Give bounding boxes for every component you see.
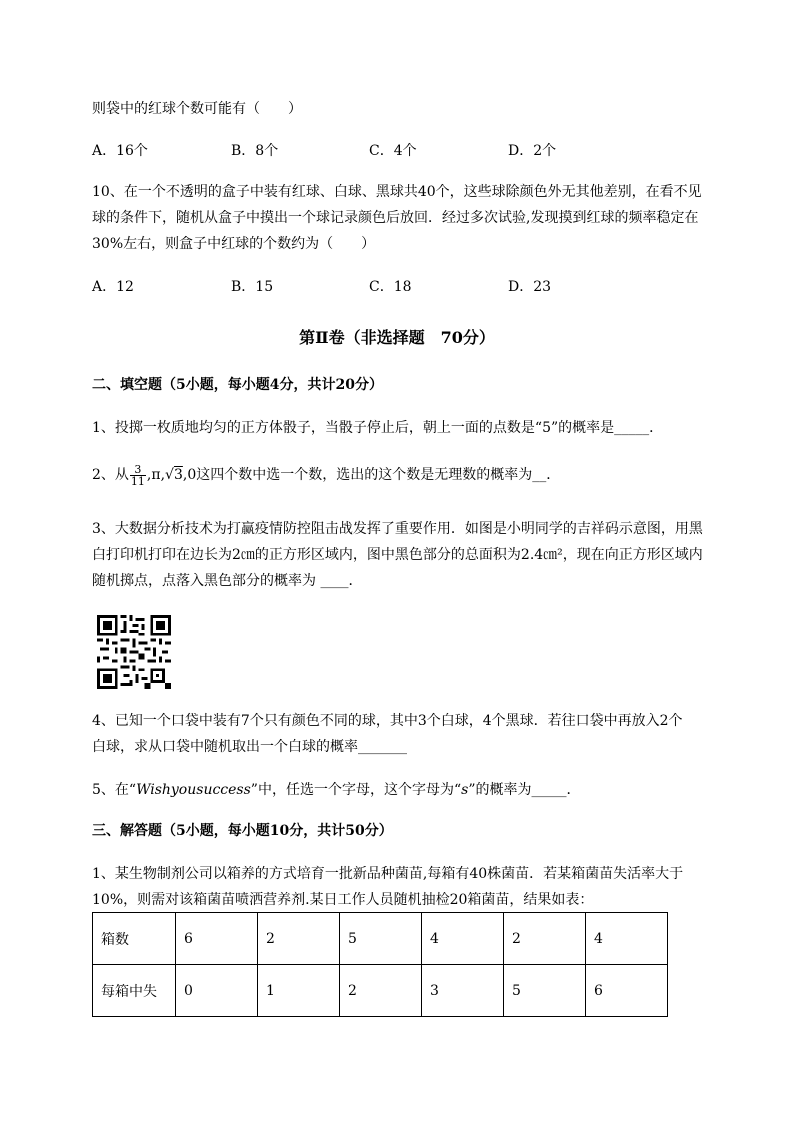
table-cell: 2 (258, 913, 340, 965)
fraction-denominator: 11 (130, 474, 145, 488)
s2-q5-suffix: ”的概率为_____． (468, 782, 581, 798)
s2-q5-word: Wishyousuccess (136, 782, 251, 798)
q10-option-b: B．15 (231, 279, 274, 295)
q10-line2: 球的条件下，随机从盒子中摸出一个球记录颜色后放回．经过多次试验,发现摸到红球的频率稳定在 (92, 210, 699, 226)
section3-heading: 三、解答题（5小题，每小题10分，共计50分） (92, 823, 393, 839)
s2-q4-line2: 白球，求从口袋中随机取出一个白球的概率_______ (92, 739, 407, 755)
q10-option-c: C．18 (369, 279, 412, 295)
table-cell: 1 (258, 965, 340, 1017)
q9-tail: 则袋中的红球个数可能有（ ） (92, 101, 302, 117)
table-cell: 6 (176, 913, 258, 965)
table-cell: 5 (340, 913, 422, 965)
fraction-numerator: 3 (130, 464, 146, 476)
sqrt-symbol: √ (165, 467, 174, 483)
s3-q1-line2: 10%，则需对该箱菌苗喷洒营养剂.某日工作人员随机抽检20箱菌苗，结果如表： (92, 892, 594, 908)
s2-q5-prefix: 5、在“ (92, 782, 137, 798)
s3-q1-line1: 1、某生物制剂公司以箱养的方式培育一批新品种菌苗,每箱有40株菌苗．若某箱菌苗失活率大于 (92, 866, 684, 882)
section2-heading: 二、填空题（5小题，每小题4分，共计20分） (92, 377, 383, 393)
table-cell: 2 (504, 913, 586, 965)
part2-title: 第Ⅱ卷（非选择题 70分） (299, 328, 495, 347)
s2-q2 (92, 462, 560, 488)
table-cell: 3 (422, 965, 504, 1017)
s2-q3-line2: 白打印机打印在边长为2㎝的正方形区域内，图中黑色部分的总面积为2.4㎝²，现在向正方形区域内 (92, 547, 703, 563)
table-row (93, 965, 668, 1017)
qr-code-icon (97, 615, 171, 689)
q10-option-d: D．23 (508, 279, 552, 295)
s2-q5-letter: s (461, 782, 469, 798)
s2-q2-prefix: 2、从 (92, 467, 129, 483)
data-table (92, 912, 668, 1017)
table-cell: 4 (586, 913, 668, 965)
fraction-3-11 (130, 464, 146, 487)
q9-option-d: D．2个 (508, 143, 557, 159)
table-cell: 6 (586, 965, 668, 1017)
table-cell: 4 (422, 913, 504, 965)
s2-q3-line1: 3、大数据分析技术为打赢疫情防控阻击战发挥了重要作用．如图是小明同学的吉祥码示意图，用黑 (92, 521, 703, 537)
table-cell: 5 (504, 965, 586, 1017)
table-row (93, 913, 668, 965)
s2-q4-line1: 4、已知一个口袋中装有7个只有颜色不同的球，其中3个白球，4个黑球．若往口袋中再放入2个 (92, 713, 683, 729)
s2-q3-line3: 随机掷点，点落入黑色部分的概率为 ____． (92, 573, 363, 589)
q10-line1: 10、在一个不透明的盒子中装有红球、白球、黑球共40个，这些球除颜色外无其他差别，在看不见 (92, 184, 702, 200)
table-row-label: 箱数 (93, 913, 176, 965)
q9-option-b: B．8个 (231, 143, 279, 159)
s2-q5 (92, 780, 580, 800)
s2-q5-mid: ”中，任选一个字母，这个字母为“ (250, 782, 462, 798)
table-cell: 2 (340, 965, 422, 1017)
q10-option-a: A．12 (92, 279, 134, 295)
q9-option-a: A．16个 (92, 143, 148, 159)
s2-q1: 1、投掷一枚质地均匀的正方体骰子，当骰子停止后，朝上一面的点数是“5”的概率是_____． (92, 420, 664, 436)
sqrt-argument: 3 (173, 467, 183, 483)
table-row-label: 每箱中失 (93, 965, 176, 1017)
q9-option-c: C．4个 (369, 143, 417, 159)
q10-line3: 30%左右，则盒子中红球的个数约为（ ） (92, 236, 376, 252)
table-cell: 0 (176, 965, 258, 1017)
s2-q2-mid1: ,π, (146, 467, 166, 483)
s2-q2-mid2: ,0这四个数中选一个数，选出的这个数是无理数的概率为__． (182, 467, 561, 483)
